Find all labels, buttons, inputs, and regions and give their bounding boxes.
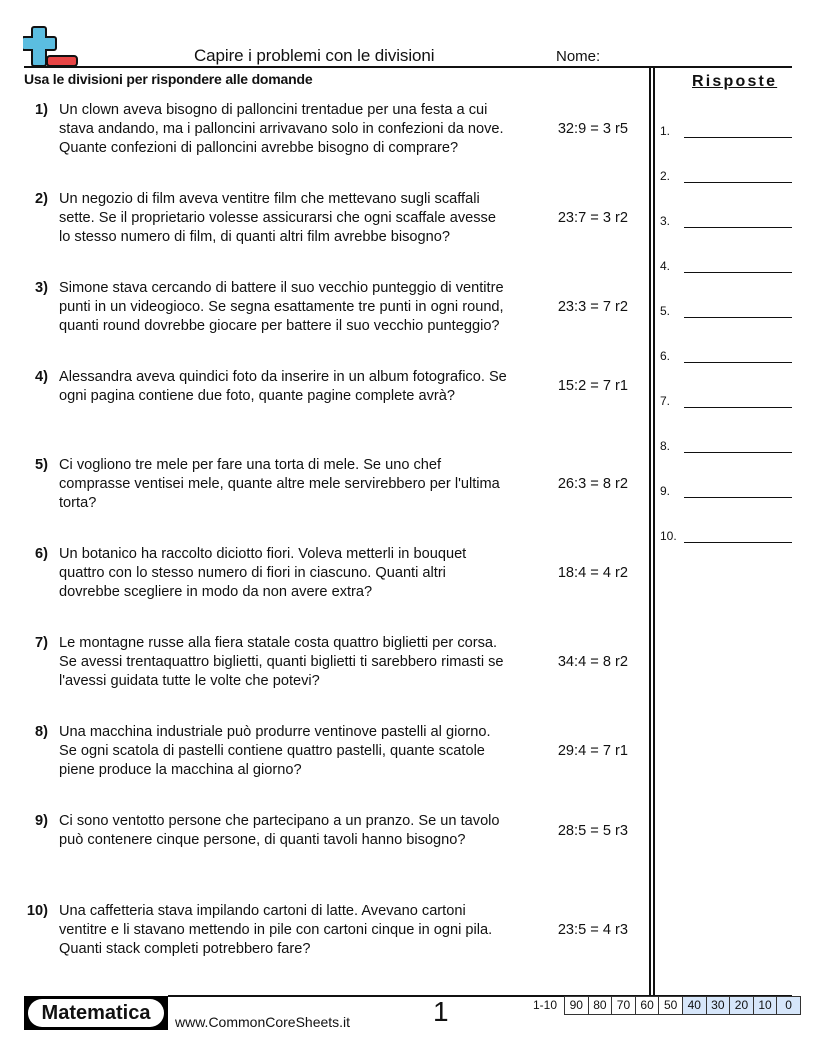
score-cell: 60 xyxy=(636,996,660,1015)
brand-label: Matematica xyxy=(28,999,164,1027)
answer-number: 5. xyxy=(660,304,671,318)
answer-row xyxy=(660,525,792,545)
problem-text-line: quanti round dovrebbe giocare per battere il suo vecchio punteggio? xyxy=(59,318,500,334)
answer-blank-line[interactable] xyxy=(684,542,792,543)
answer-number: 7. xyxy=(660,394,671,408)
answer-blank-line[interactable] xyxy=(684,497,792,498)
answer-blank-line[interactable] xyxy=(684,362,792,363)
problem-text-line: quattro con lo stesso numero di fiori in ciascuno. Quanti altri xyxy=(59,565,446,581)
problem-text-line: Un clown aveva bisogno di palloncini trentadue per una festa a cui xyxy=(59,102,488,118)
page-number: 1 xyxy=(433,996,449,1027)
answer-row xyxy=(660,345,792,365)
problem-text-line: comprasse ventisei mele, quante altre mele servirebbero per l'ultima xyxy=(59,476,500,492)
problem-equation: 23:7 = 3 r2 xyxy=(557,210,628,226)
problem-text-line: Alessandra aveva quindici foto da inserire in un album fotografico. Se xyxy=(59,369,507,385)
answer-blank-line[interactable] xyxy=(684,227,792,228)
plus-minus-logo-icon xyxy=(23,26,79,68)
problem-text-line: Un botanico ha raccolto diciotto fiori. Voleva metterli in bouquet xyxy=(59,546,467,562)
problem-equation: 15:2 = 7 r1 xyxy=(557,378,628,394)
problem-text-line: dovrebbe scegliere in modo da non avere extra? xyxy=(59,584,373,600)
answers-title: Risposte xyxy=(692,73,778,90)
problem-text-line: sette. Se il proprietario volesse assicurarsi che ogni scaffale avesse xyxy=(59,210,496,226)
problem-text-line: Una macchina industriale può produrre ventinove pastelli al giorno. xyxy=(59,724,491,740)
problem-number: 10) xyxy=(26,903,48,919)
problem-text-line: Ci sono ventotto persone che partecipano a un pranzo. Se un tavolo xyxy=(59,813,500,829)
score-cell: 30 xyxy=(707,996,731,1015)
problem-equation: 23:3 = 7 r2 xyxy=(557,299,628,315)
instructions: Usa le divisioni per rispondere alle domande xyxy=(24,71,313,87)
answer-blank-line[interactable] xyxy=(684,272,792,273)
header-divider xyxy=(24,66,792,68)
problem-text xyxy=(59,101,559,158)
problem-number: 4) xyxy=(35,369,48,385)
problem-number: 9) xyxy=(35,813,48,829)
problem-text xyxy=(59,545,559,602)
score-cell: 10 xyxy=(754,996,778,1015)
problem-text xyxy=(59,279,559,336)
answer-blank-line[interactable] xyxy=(684,407,792,408)
problem-text-line: ogni pagina contiene due foto, quante pagine complete avrà? xyxy=(59,388,455,404)
answer-row xyxy=(660,300,792,320)
problem-text xyxy=(59,723,559,780)
name-label: Nome: xyxy=(556,48,601,65)
answer-number: 9. xyxy=(660,484,671,498)
problem-number: 3) xyxy=(35,280,48,296)
answer-row xyxy=(660,210,792,230)
problem-number: 1) xyxy=(35,102,48,118)
score-cell: 0 xyxy=(777,996,801,1015)
answer-number: 4. xyxy=(660,259,671,273)
answer-blank-line[interactable] xyxy=(684,182,792,183)
problem-text xyxy=(59,812,559,850)
score-cell: 90 xyxy=(565,996,589,1015)
problem-text-line: punti in un videogioco. Se segna esattamente tre punti in ogni round, xyxy=(59,299,504,315)
problem-number: 5) xyxy=(35,457,48,473)
score-cell: 50 xyxy=(659,996,683,1015)
problem-equation: 23:5 = 4 r3 xyxy=(557,922,628,938)
answer-row xyxy=(660,165,792,185)
answer-row xyxy=(660,435,792,455)
problem-equation: 26:3 = 8 r2 xyxy=(557,476,628,492)
problem-number: 7) xyxy=(35,635,48,651)
problem-text-line: Quanti stack completi potrebbero fare? xyxy=(59,941,311,957)
problem-equation: 28:5 = 5 r3 xyxy=(557,823,628,839)
answer-blank-line[interactable] xyxy=(684,137,792,138)
answer-number: 10. xyxy=(660,529,677,543)
problem-equation: 34:4 = 8 r2 xyxy=(557,654,628,670)
problem-text-line: Ci vogliono tre mele per fare una torta di mele. Se uno chef xyxy=(59,457,442,473)
site-url: www.CommonCoreSheets.it xyxy=(175,1014,351,1030)
problem-text-line: torta? xyxy=(59,495,97,511)
problem-text-line: l'avessi guidata tutte le volte che potevi? xyxy=(59,673,320,689)
problem-text-line: Se ogni scatola di pastelli contiene quattro pastelli, quante scatole xyxy=(59,743,485,759)
answer-number: 8. xyxy=(660,439,671,453)
problem-text-line: può contenere cinque persone, di quanti tavoli hanno bisogno? xyxy=(59,832,466,848)
problem-text-line: ventitre e li stavano mettendo in pile con cartoni cinque in ogni pila. xyxy=(59,922,493,938)
problem-text xyxy=(59,368,559,406)
problem-text-line: Simone stava cercando di battere il suo vecchio punteggio di ventitre xyxy=(59,280,504,296)
answer-number: 6. xyxy=(660,349,671,363)
problem-equation: 18:4 = 4 r2 xyxy=(557,565,628,581)
answer-row xyxy=(660,255,792,275)
problem-number: 2) xyxy=(35,191,48,207)
answer-row xyxy=(660,120,792,140)
answer-blank-line[interactable] xyxy=(684,317,792,318)
problem-text xyxy=(59,634,559,691)
problem-text-line: Quante confezioni di palloncini avrebbe bisogno di comprare? xyxy=(59,140,459,156)
answer-number: 3. xyxy=(660,214,671,228)
worksheet-title: Capire i problemi con le divisioni xyxy=(194,46,435,65)
problem-text-line: lo stesso numero di film, di quanti altri film avrebbe bisogno? xyxy=(59,229,450,245)
score-cell: 70 xyxy=(612,996,636,1015)
answer-number: 2. xyxy=(660,169,671,183)
problem-text-line: Le montagne russe alla fiera statale costa quattro biglietti per corsa. xyxy=(59,635,498,651)
answer-row xyxy=(660,480,792,500)
score-table xyxy=(564,996,801,1015)
answer-column-divider xyxy=(649,67,651,995)
problem-text-line: Un negozio di film aveva ventitre film che mettevano sugli scaffali xyxy=(59,191,480,207)
problem-text-line: Se avessi trentaquattro biglietti, quanti biglietti ti sarebbero rimasti se xyxy=(59,654,504,670)
problem-text-line: Una caffetteria stava impilando cartoni di latte. Avevano cartoni xyxy=(59,903,466,919)
answer-row xyxy=(660,390,792,410)
problem-text xyxy=(59,190,559,247)
score-range-label: 1-10 xyxy=(533,998,558,1012)
problem-equation: 29:4 = 7 r1 xyxy=(557,743,628,759)
problem-equation: 32:9 = 3 r5 xyxy=(557,121,628,137)
answer-column-divider xyxy=(653,67,655,995)
problem-text-line: piene produce la macchina al giorno? xyxy=(59,762,302,778)
answer-blank-line[interactable] xyxy=(684,452,792,453)
problem-number: 8) xyxy=(35,724,48,740)
answer-number: 1. xyxy=(660,124,671,138)
problem-text xyxy=(59,902,559,959)
score-cell: 20 xyxy=(730,996,754,1015)
problem-text-line: stava andando, ma i palloncini arrivavano solo in confezioni da nove. xyxy=(59,121,504,137)
problem-text xyxy=(59,456,559,513)
problem-number: 6) xyxy=(35,546,48,562)
score-cell: 40 xyxy=(683,996,707,1015)
score-cell: 80 xyxy=(589,996,613,1015)
